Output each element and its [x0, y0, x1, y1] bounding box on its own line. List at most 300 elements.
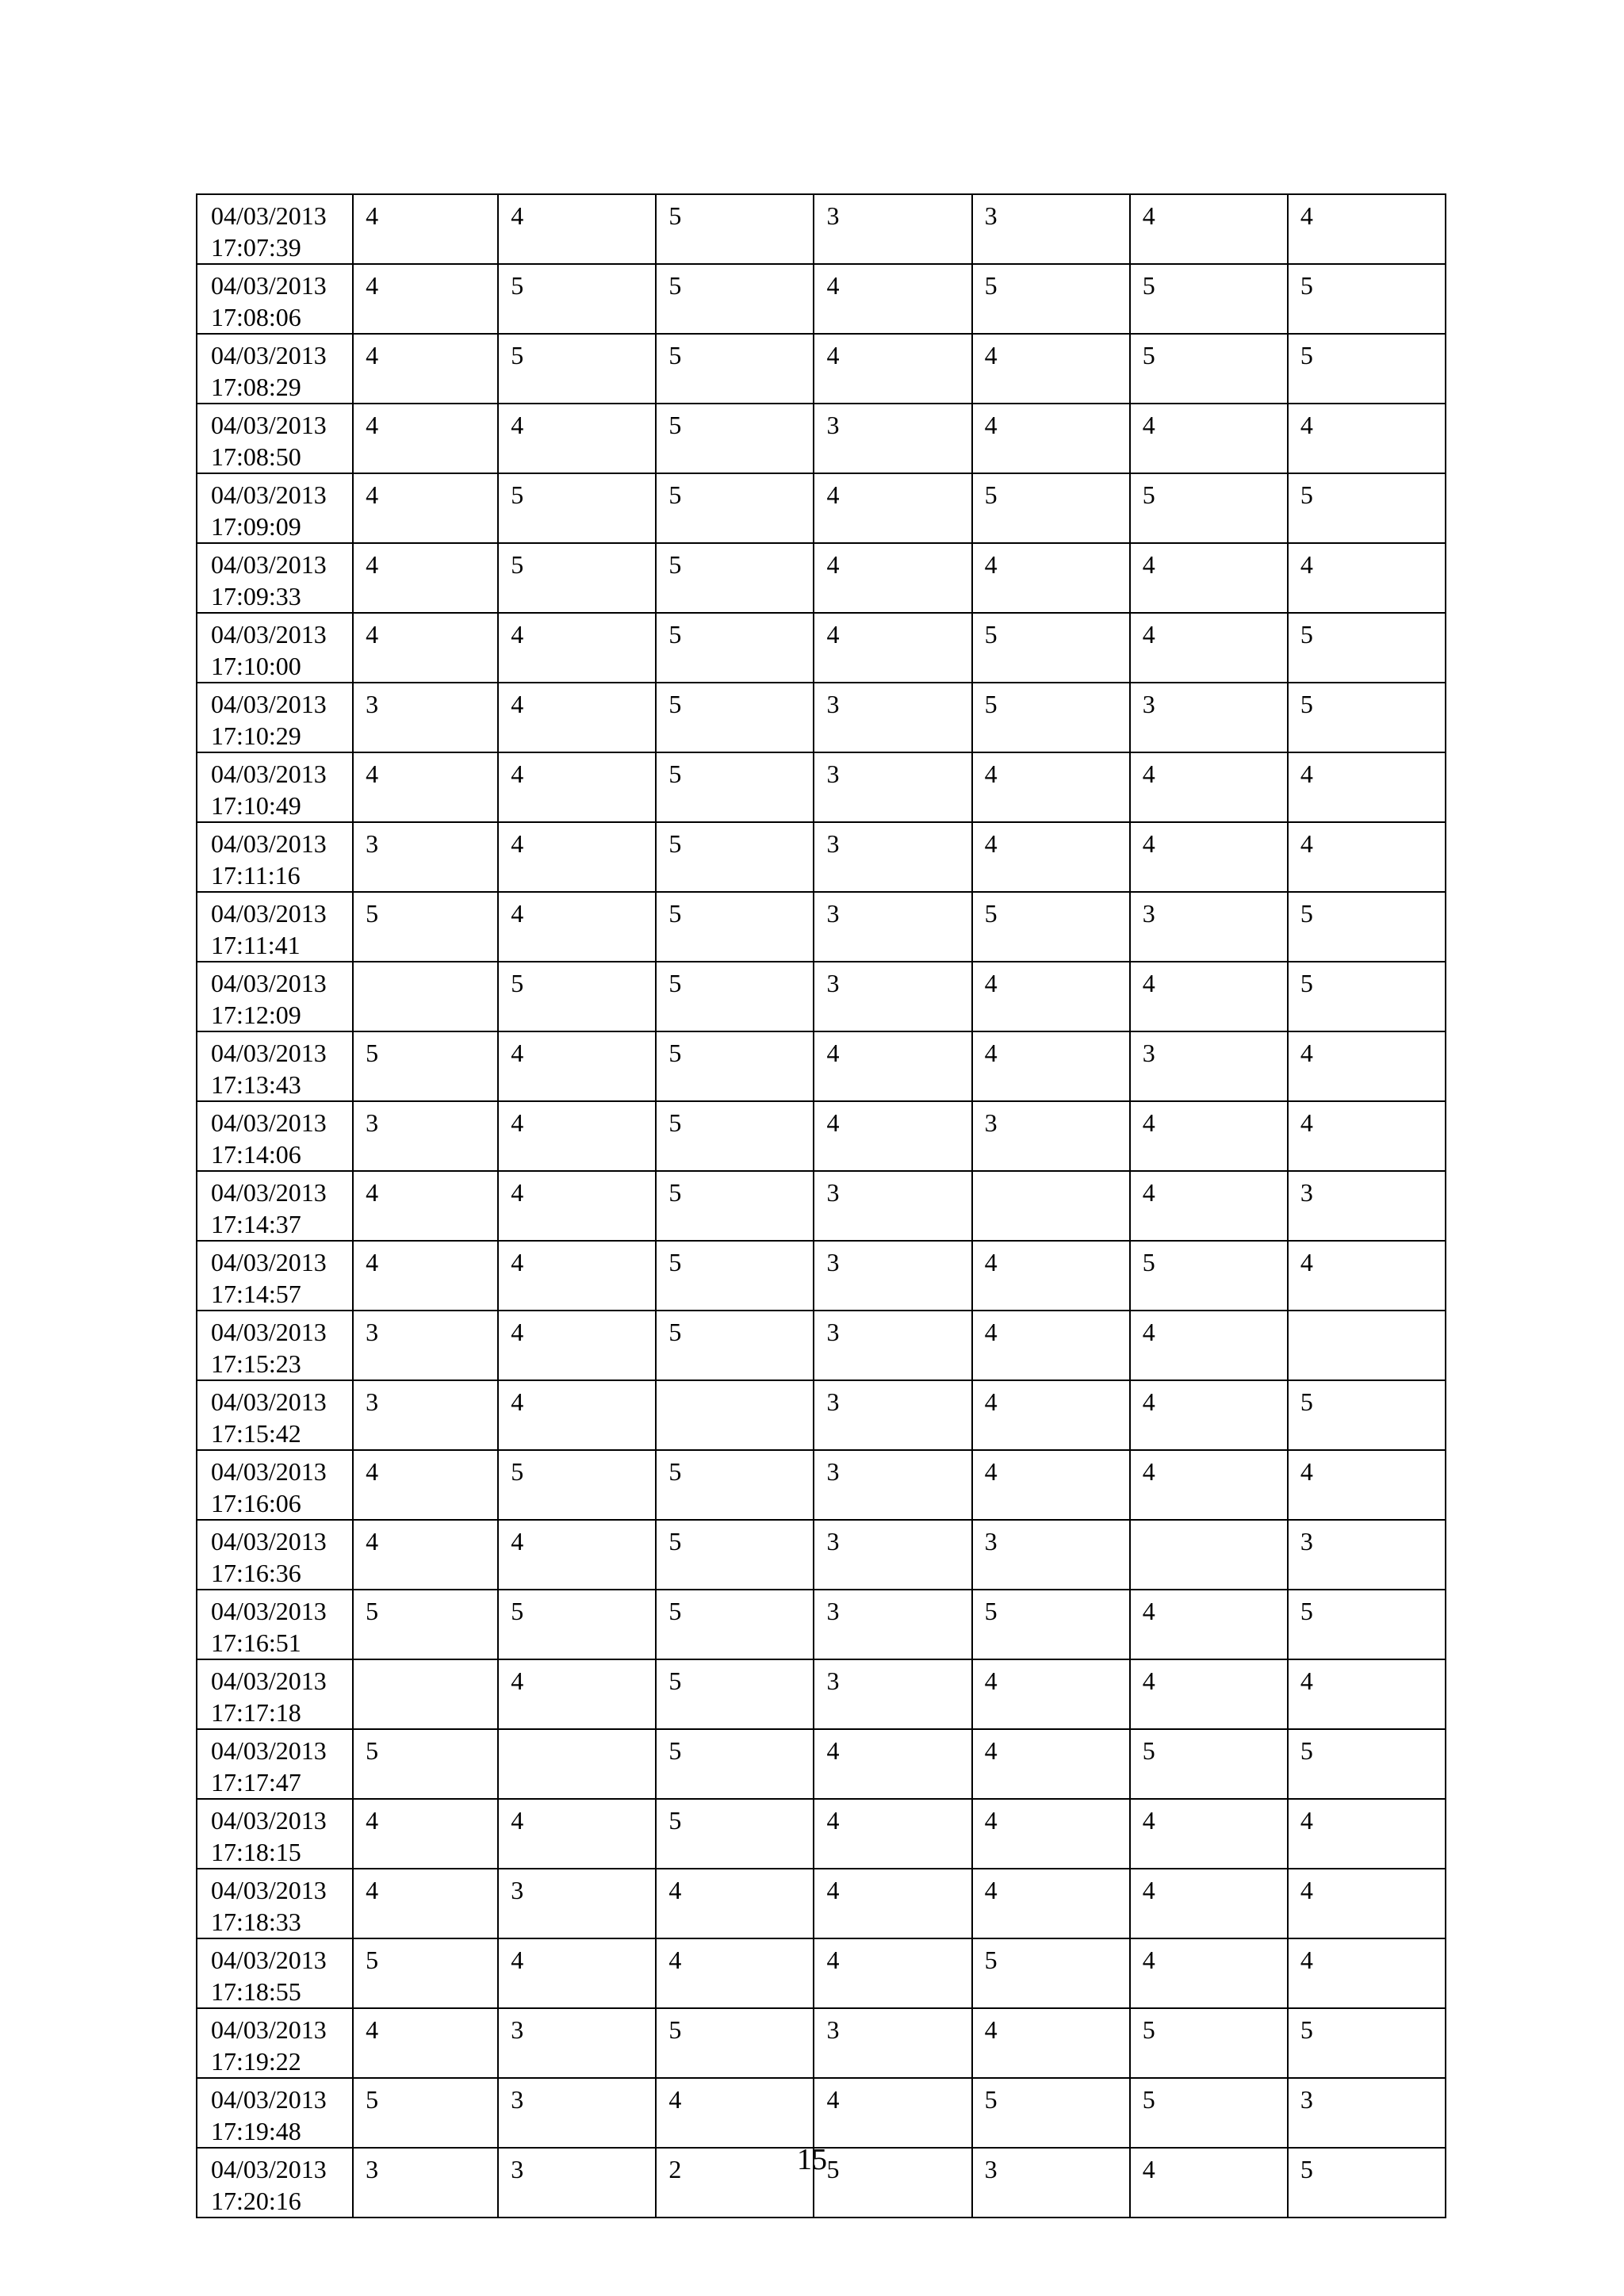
value-cell: 5 — [656, 543, 814, 613]
value-cell: 5 — [353, 2078, 498, 2148]
table-row — [197, 1938, 1446, 2008]
table-row — [197, 264, 1446, 334]
value-cell: 4 — [1288, 1869, 1446, 1938]
value-cell: 4 — [498, 1659, 656, 1729]
timestamp-time: 17:14:37 — [211, 1210, 301, 1238]
value-cell: 4 — [1130, 1659, 1288, 1729]
value-cell: 4 — [498, 613, 656, 683]
timestamp-cell — [197, 1799, 353, 1869]
value-cell: 4 — [498, 404, 656, 473]
value-cell: 4 — [498, 752, 656, 822]
value-cell: 4 — [1288, 404, 1446, 473]
table-row — [197, 404, 1446, 473]
value-cell: 5 — [656, 1659, 814, 1729]
value-cell: 4 — [814, 264, 971, 334]
table-row — [197, 1520, 1446, 1590]
value-cell: 5 — [1130, 2008, 1288, 2078]
timestamp-time: 17:08:50 — [211, 442, 301, 471]
value-cell: 3 — [353, 1311, 498, 1380]
value-cell: 4 — [498, 1241, 656, 1311]
value-cell: 3 — [498, 2008, 656, 2078]
value-cell: 3 — [353, 1101, 498, 1171]
timestamp-time: 17:18:33 — [211, 1908, 301, 1936]
value-cell: 5 — [1288, 2148, 1446, 2218]
value-cell: 5 — [656, 1799, 814, 1869]
value-cell: 5 — [1288, 334, 1446, 404]
value-cell: 5 — [656, 822, 814, 892]
value-cell: 4 — [353, 543, 498, 613]
value-cell: 4 — [972, 1031, 1130, 1101]
value-cell: 4 — [972, 1380, 1130, 1450]
value-cell: 4 — [1130, 1938, 1288, 2008]
table-row — [197, 1311, 1446, 1380]
value-cell: 5 — [656, 194, 814, 264]
table-row — [197, 1241, 1446, 1311]
timestamp-date: 04/03/2013 — [211, 2015, 327, 2044]
table-row — [197, 1380, 1446, 1450]
timestamp-cell — [197, 1520, 353, 1590]
timestamp-date: 04/03/2013 — [211, 201, 327, 230]
value-cell: 5 — [972, 1590, 1130, 1659]
value-cell: 3 — [498, 2078, 656, 2148]
timestamp-date: 04/03/2013 — [211, 1457, 327, 1486]
timestamp-time: 17:13:43 — [211, 1070, 301, 1099]
value-cell: 4 — [1130, 1101, 1288, 1171]
timestamp-cell — [197, 1590, 353, 1659]
value-cell: 4 — [1130, 1450, 1288, 1520]
value-cell: 4 — [1288, 1938, 1446, 2008]
value-cell: 4 — [498, 683, 656, 752]
timestamp-time: 17:19:48 — [211, 2117, 301, 2145]
timestamp-date: 04/03/2013 — [211, 1527, 327, 1556]
value-cell: 3 — [1288, 1520, 1446, 1590]
table-row — [197, 194, 1446, 264]
timestamp-time: 17:14:06 — [211, 1140, 301, 1169]
table-body — [197, 194, 1446, 2218]
value-cell: 4 — [498, 1938, 656, 2008]
timestamp-cell — [197, 1101, 353, 1171]
value-cell: 4 — [972, 752, 1130, 822]
value-cell: 5 — [656, 1101, 814, 1171]
timestamp-date: 04/03/2013 — [211, 411, 327, 439]
table-row — [197, 752, 1446, 822]
value-cell: 5 — [1288, 2008, 1446, 2078]
value-cell: 4 — [814, 613, 971, 683]
value-cell: 5 — [972, 264, 1130, 334]
value-cell: 4 — [353, 1241, 498, 1311]
table-row — [197, 1171, 1446, 1241]
value-cell: 5 — [1130, 473, 1288, 543]
value-cell: 3 — [814, 1590, 971, 1659]
value-cell: 5 — [656, 1520, 814, 1590]
table-row — [197, 543, 1446, 613]
timestamp-date: 04/03/2013 — [211, 1318, 327, 1346]
value-cell: 5 — [1288, 962, 1446, 1031]
value-cell: 5 — [656, 613, 814, 683]
value-cell: 4 — [972, 1241, 1130, 1311]
table-row — [197, 683, 1446, 752]
value-cell: 4 — [814, 543, 971, 613]
timestamp-time: 17:15:23 — [211, 1349, 301, 1378]
value-cell: 5 — [498, 543, 656, 613]
value-cell: 3 — [1130, 683, 1288, 752]
value-cell: 4 — [353, 264, 498, 334]
timestamp-time: 17:10:29 — [211, 721, 301, 750]
value-cell: 3 — [814, 2008, 971, 2078]
value-cell: 4 — [498, 1101, 656, 1171]
timestamp-date: 04/03/2013 — [211, 620, 327, 649]
value-cell: 5 — [972, 892, 1130, 962]
timestamp-cell — [197, 822, 353, 892]
timestamp-date: 04/03/2013 — [211, 1387, 327, 1416]
value-cell: 5 — [1288, 1729, 1446, 1799]
timestamp-cell — [197, 1450, 353, 1520]
value-cell: 3 — [814, 1450, 971, 1520]
value-cell: 4 — [1288, 822, 1446, 892]
timestamp-date: 04/03/2013 — [211, 1597, 327, 1625]
timestamp-time: 17:17:47 — [211, 1768, 301, 1797]
value-cell: 4 — [972, 1450, 1130, 1520]
value-cell: 4 — [972, 2008, 1130, 2078]
timestamp-date: 04/03/2013 — [211, 1108, 327, 1137]
timestamp-date: 04/03/2013 — [211, 1039, 327, 1067]
value-cell: 4 — [972, 334, 1130, 404]
timestamp-time: 17:10:49 — [211, 791, 301, 820]
value-cell: 4 — [1130, 1869, 1288, 1938]
value-cell: 3 — [814, 962, 971, 1031]
value-cell: 3 — [353, 2148, 498, 2218]
timestamp-time: 17:20:16 — [211, 2187, 301, 2215]
value-cell — [1130, 1520, 1288, 1590]
value-cell: 4 — [1130, 404, 1288, 473]
timestamp-cell — [197, 1031, 353, 1101]
value-cell: 4 — [656, 1938, 814, 2008]
value-cell: 5 — [498, 1590, 656, 1659]
value-cell: 3 — [814, 683, 971, 752]
timestamp-time: 17:11:41 — [211, 931, 301, 959]
timestamp-cell — [197, 1380, 353, 1450]
value-cell: 4 — [353, 1520, 498, 1590]
table-row — [197, 1590, 1446, 1659]
value-cell: 4 — [353, 752, 498, 822]
timestamp-cell — [197, 962, 353, 1031]
value-cell: 4 — [1288, 1031, 1446, 1101]
value-cell — [353, 1659, 498, 1729]
value-cell: 5 — [656, 1031, 814, 1101]
value-cell: 4 — [1130, 2148, 1288, 2218]
timestamp-cell — [197, 473, 353, 543]
value-cell: 2 — [656, 2148, 814, 2218]
value-cell: 4 — [972, 1659, 1130, 1729]
value-cell: 4 — [353, 1450, 498, 1520]
value-cell: 4 — [353, 613, 498, 683]
timestamp-time: 17:16:36 — [211, 1559, 301, 1587]
value-cell: 5 — [1288, 892, 1446, 962]
value-cell: 3 — [814, 404, 971, 473]
value-cell: 3 — [1288, 1171, 1446, 1241]
value-cell: 4 — [498, 1311, 656, 1380]
value-cell: 5 — [656, 1729, 814, 1799]
value-cell: 5 — [1288, 683, 1446, 752]
value-cell: 4 — [1130, 1171, 1288, 1241]
timestamp-cell — [197, 1171, 353, 1241]
value-cell: 5 — [353, 1590, 498, 1659]
table-row — [197, 822, 1446, 892]
timestamp-time: 17:14:57 — [211, 1280, 301, 1308]
table-row — [197, 473, 1446, 543]
value-cell: 4 — [1288, 1659, 1446, 1729]
value-cell: 5 — [1288, 613, 1446, 683]
value-cell: 5 — [656, 892, 814, 962]
value-cell: 4 — [498, 892, 656, 962]
value-cell: 4 — [814, 1101, 971, 1171]
timestamp-time: 17:16:06 — [211, 1489, 301, 1517]
value-cell: 4 — [1130, 1590, 1288, 1659]
timestamp-time: 17:12:09 — [211, 1001, 301, 1029]
value-cell: 5 — [353, 892, 498, 962]
value-cell: 5 — [498, 264, 656, 334]
value-cell: 4 — [498, 1031, 656, 1101]
value-cell: 5 — [656, 683, 814, 752]
value-cell: 5 — [656, 962, 814, 1031]
value-cell: 4 — [972, 404, 1130, 473]
timestamp-cell — [197, 2078, 353, 2148]
value-cell: 3 — [814, 1659, 971, 1729]
value-cell: 3 — [353, 683, 498, 752]
timestamp-time: 17:18:55 — [211, 1977, 301, 2006]
value-cell: 4 — [353, 1171, 498, 1241]
value-cell: 4 — [1130, 822, 1288, 892]
timestamp-cell — [197, 404, 353, 473]
value-cell: 3 — [972, 1101, 1130, 1171]
timestamp-cell — [197, 752, 353, 822]
value-cell: 4 — [1130, 1311, 1288, 1380]
value-cell: 4 — [1288, 1101, 1446, 1171]
timestamp-cell — [197, 1869, 353, 1938]
timestamp-cell — [197, 1311, 353, 1380]
value-cell: 3 — [814, 1311, 971, 1380]
timestamp-cell — [197, 334, 353, 404]
value-cell: 3 — [814, 1241, 971, 1311]
value-cell — [1288, 1311, 1446, 1380]
timestamp-date: 04/03/2013 — [211, 1178, 327, 1207]
data-table — [196, 193, 1446, 2218]
value-cell: 4 — [972, 1311, 1130, 1380]
value-cell: 5 — [1288, 473, 1446, 543]
timestamp-date: 04/03/2013 — [211, 550, 327, 579]
value-cell: 5 — [656, 1171, 814, 1241]
timestamp-cell — [197, 194, 353, 264]
timestamp-cell — [197, 683, 353, 752]
value-cell: 5 — [656, 334, 814, 404]
value-cell: 5 — [353, 1031, 498, 1101]
value-cell: 4 — [972, 1869, 1130, 1938]
timestamp-cell — [197, 1241, 353, 1311]
value-cell: 5 — [656, 2008, 814, 2078]
value-cell: 4 — [814, 1869, 971, 1938]
value-cell: 4 — [1288, 1799, 1446, 1869]
value-cell: 5 — [1130, 2078, 1288, 2148]
value-cell: 3 — [814, 822, 971, 892]
value-cell: 5 — [972, 1938, 1130, 2008]
value-cell: 3 — [972, 194, 1130, 264]
value-cell: 5 — [1288, 264, 1446, 334]
value-cell: 4 — [1130, 1380, 1288, 1450]
value-cell: 4 — [353, 334, 498, 404]
table-row — [197, 1729, 1446, 1799]
value-cell: 5 — [656, 1241, 814, 1311]
table-row — [197, 1869, 1446, 1938]
value-cell: 3 — [1288, 2078, 1446, 2148]
timestamp-date: 04/03/2013 — [211, 1806, 327, 1835]
table-row — [197, 1450, 1446, 1520]
value-cell: 4 — [814, 1729, 971, 1799]
value-cell: 3 — [814, 1171, 971, 1241]
value-cell: 5 — [1130, 1729, 1288, 1799]
value-cell: 3 — [498, 2148, 656, 2218]
table-row — [197, 1799, 1446, 1869]
page-number: 15 — [797, 2143, 827, 2176]
value-cell: 5 — [656, 1311, 814, 1380]
value-cell: 5 — [498, 334, 656, 404]
table-row — [197, 613, 1446, 683]
value-cell: 4 — [498, 1520, 656, 1590]
value-cell: 4 — [498, 194, 656, 264]
value-cell: 4 — [814, 1938, 971, 2008]
value-cell: 4 — [1288, 194, 1446, 264]
value-cell: 4 — [498, 1799, 656, 1869]
value-cell: 4 — [1130, 613, 1288, 683]
value-cell: 3 — [353, 822, 498, 892]
value-cell: 5 — [972, 473, 1130, 543]
value-cell: 5 — [656, 473, 814, 543]
value-cell: 4 — [1130, 194, 1288, 264]
value-cell: 3 — [498, 1869, 656, 1938]
value-cell: 4 — [972, 1799, 1130, 1869]
value-cell — [972, 1171, 1130, 1241]
value-cell: 5 — [353, 1938, 498, 2008]
timestamp-cell — [197, 264, 353, 334]
timestamp-time: 17:18:15 — [211, 1838, 301, 1866]
timestamp-date: 04/03/2013 — [211, 271, 327, 300]
value-cell: 5 — [1130, 334, 1288, 404]
value-cell — [656, 1380, 814, 1450]
value-cell: 3 — [814, 194, 971, 264]
value-cell: 3 — [972, 1520, 1130, 1590]
value-cell: 5 — [1130, 264, 1288, 334]
value-cell: 3 — [814, 1520, 971, 1590]
value-cell: 4 — [972, 822, 1130, 892]
table-row — [197, 1031, 1446, 1101]
table-row — [197, 2078, 1446, 2148]
timestamp-time: 17:10:00 — [211, 652, 301, 680]
value-cell: 4 — [498, 822, 656, 892]
timestamp-cell — [197, 892, 353, 962]
value-cell: 5 — [972, 613, 1130, 683]
value-cell: 5 — [656, 264, 814, 334]
value-cell: 4 — [1130, 1799, 1288, 1869]
value-cell: 4 — [498, 1171, 656, 1241]
value-cell: 4 — [1288, 543, 1446, 613]
timestamp-date: 04/03/2013 — [211, 480, 327, 509]
value-cell: 5 — [656, 404, 814, 473]
value-cell: 5 — [498, 1450, 656, 1520]
value-cell: 3 — [814, 752, 971, 822]
timestamp-date: 04/03/2013 — [211, 341, 327, 369]
value-cell: 5 — [972, 2078, 1130, 2148]
timestamp-date: 04/03/2013 — [211, 829, 327, 858]
table-row — [197, 2008, 1446, 2078]
value-cell: 5 — [814, 2148, 971, 2218]
value-cell: 3 — [814, 892, 971, 962]
value-cell: 4 — [814, 334, 971, 404]
timestamp-cell — [197, 1659, 353, 1729]
value-cell: 4 — [353, 1799, 498, 1869]
value-cell: 4 — [1288, 752, 1446, 822]
value-cell — [353, 962, 498, 1031]
value-cell: 5 — [656, 1590, 814, 1659]
value-cell: 5 — [353, 1729, 498, 1799]
value-cell: 4 — [1130, 752, 1288, 822]
timestamp-time: 17:15:42 — [211, 1419, 301, 1448]
value-cell: 4 — [972, 962, 1130, 1031]
timestamp-cell — [197, 1938, 353, 2008]
timestamp-date: 04/03/2013 — [211, 1667, 327, 1695]
value-cell: 4 — [353, 473, 498, 543]
value-cell: 3 — [814, 1380, 971, 1450]
timestamp-date: 04/03/2013 — [211, 1876, 327, 1904]
timestamp-date: 04/03/2013 — [211, 760, 327, 788]
value-cell: 4 — [972, 1729, 1130, 1799]
timestamp-date: 04/03/2013 — [211, 969, 327, 997]
timestamp-date: 04/03/2013 — [211, 1248, 327, 1276]
timestamp-cell — [197, 2008, 353, 2078]
value-cell: 3 — [353, 1380, 498, 1450]
timestamp-time: 17:09:33 — [211, 582, 301, 610]
value-cell: 5 — [498, 473, 656, 543]
value-cell: 5 — [1130, 1241, 1288, 1311]
value-cell: 4 — [656, 1869, 814, 1938]
timestamp-cell — [197, 613, 353, 683]
value-cell: 3 — [1130, 1031, 1288, 1101]
value-cell: 5 — [1288, 1380, 1446, 1450]
timestamp-date: 04/03/2013 — [211, 2155, 327, 2183]
value-cell: 4 — [814, 473, 971, 543]
value-cell: 4 — [1130, 543, 1288, 613]
value-cell: 4 — [814, 1799, 971, 1869]
value-cell — [498, 1729, 656, 1799]
value-cell: 5 — [498, 962, 656, 1031]
table-row — [197, 334, 1446, 404]
value-cell: 4 — [353, 1869, 498, 1938]
timestamp-time: 17:08:29 — [211, 373, 301, 401]
timestamp-time: 17:17:18 — [211, 1698, 301, 1727]
timestamp-time: 17:07:39 — [211, 233, 301, 262]
timestamp-cell — [197, 543, 353, 613]
value-cell: 3 — [972, 2148, 1130, 2218]
timestamp-time: 17:08:06 — [211, 303, 301, 331]
value-cell: 5 — [656, 1450, 814, 1520]
timestamp-time: 17:16:51 — [211, 1628, 301, 1657]
value-cell: 4 — [498, 1380, 656, 1450]
value-cell: 4 — [353, 2008, 498, 2078]
value-cell: 5 — [656, 752, 814, 822]
value-cell: 4 — [656, 2078, 814, 2148]
table-row — [197, 1659, 1446, 1729]
table-row — [197, 1101, 1446, 1171]
value-cell: 4 — [353, 194, 498, 264]
timestamp-time: 17:09:09 — [211, 512, 301, 541]
